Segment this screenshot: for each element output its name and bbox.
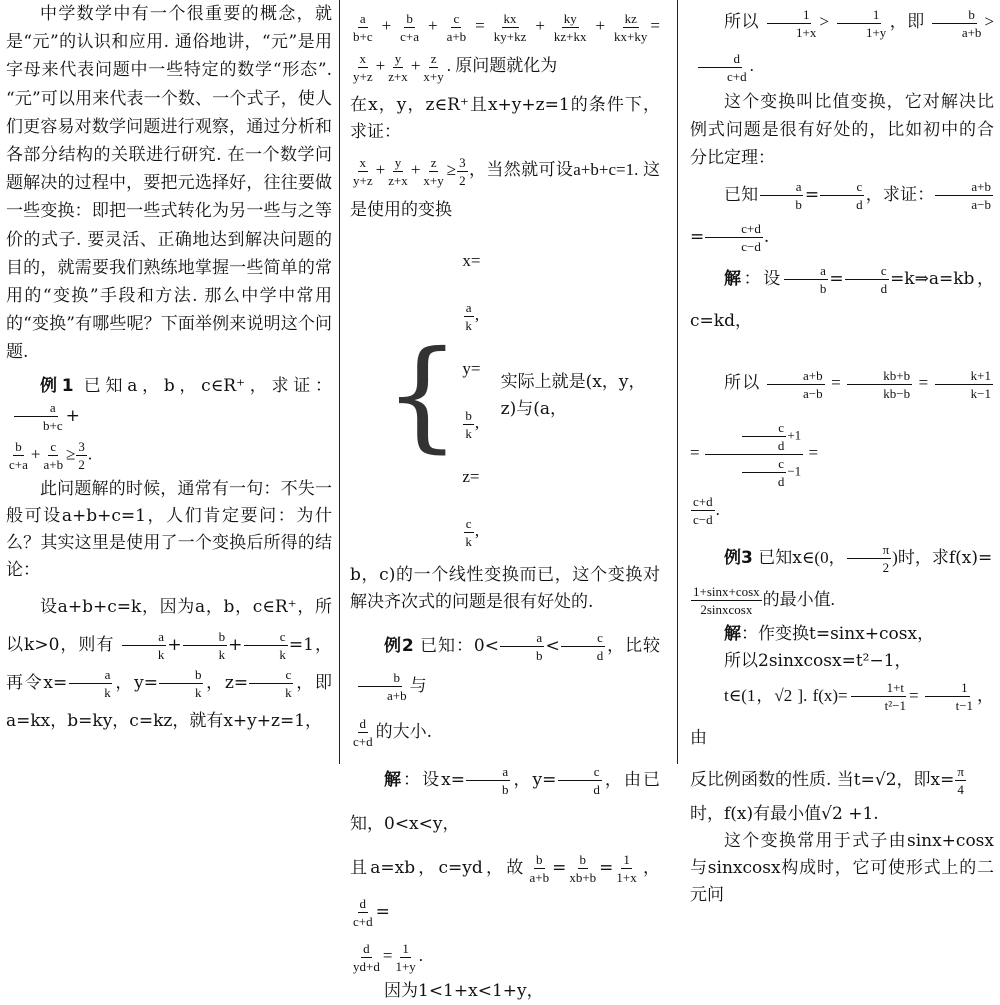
text: ，即 xyxy=(889,12,925,31)
transform-system xyxy=(384,234,660,558)
text: 已知 xyxy=(724,185,759,205)
fraction: $\frac{a}{b+c}$ xyxy=(7,400,65,433)
geq-sign: ≥ xyxy=(66,444,76,464)
ratio-result: $\frac{c+d}{c-d}$ . xyxy=(693,494,720,528)
fraction: $\frac{a}{k}$ xyxy=(465,299,472,333)
fraction: $\frac{b}{k}$ xyxy=(183,629,228,662)
explanation-paragraph: 此问题解的时候，通常有一句：不失一般可设a+b+c=1，人们肯定要问：为什么？其实这里是使用了一个变换后所得的结论： xyxy=(6,478,332,580)
text: ，由 xyxy=(690,685,995,747)
fraction: $\frac{\pi}{4}$ xyxy=(957,763,964,797)
column-3 xyxy=(690,0,995,905)
fraction: $\frac{1}{1+x}$ xyxy=(616,852,637,885)
example-2-tail xyxy=(350,710,660,754)
solution-label: 解 xyxy=(724,269,744,289)
text: ，当然就可设a+b+c=1. 这是使用的变换 xyxy=(350,160,660,219)
text: 的大小. xyxy=(375,722,433,742)
system-side-text: 实际上就是(x，y，z)与(a， xyxy=(500,372,646,419)
text: 反比例函数的性质. 当t=√2，即x= xyxy=(690,769,955,790)
fraction: $\frac{c+d}{c-d}$ xyxy=(693,494,713,528)
fraction: $\frac{1}{1+y}$ xyxy=(395,940,416,974)
conclusion-line: 所以 $\frac{1}{1+x}$ > $\frac{1}{1+y}$ ，即 $\frac{b}{a+b}$ > $\frac{d}{c+d}$ . xyxy=(690,0,994,88)
example-1-text: 已知a，b，c∈R⁺，求证： xyxy=(83,375,332,396)
fraction: $\frac{x}{y+z}$ xyxy=(353,50,373,84)
fraction: $\frac{b}{xb+b}$ xyxy=(569,852,597,885)
fraction: $\frac{b}{a+b}$ xyxy=(351,670,409,703)
fraction: $\frac{b}{a+b}$ xyxy=(926,7,984,40)
fraction: $\frac{3}{2}$ xyxy=(459,154,466,188)
example-2-label: 例2 xyxy=(384,636,414,656)
fraction: $\frac{c}{k}$ xyxy=(243,629,288,662)
substitution-line: $\frac{a}{b+c}$ + $\frac{b}{c+a}$ + $\frac{c}{a+b}$ = $\frac{kx}{ky+kz}$ + $\frac{ky}{kz+kx}$ + $\frac{kz}{kx+ky}$ = $\frac{x}{y+z}$ + $\frac{y}{z+x}$ + $\frac{z}{x+y}$ . 原问题就化为 xyxy=(353,10,660,84)
ratio-transform-paragraph: 这个变换叫比值变换，它对解决比例式问题是很有好处的，比如初中的合分比定理： xyxy=(690,92,994,168)
fraction: $\frac{a+b}{a-b}$ xyxy=(935,179,993,212)
text: 原问题就化为 xyxy=(455,56,558,75)
solution-3-line1 xyxy=(690,621,994,648)
fraction: $\frac{c}{k}$ xyxy=(465,515,472,549)
example-2: 例2 已知：0< $\frac{a}{b}$ < $\frac{c}{d}$ ，比较 $\frac{b}{a+b}$ 与 xyxy=(350,626,660,706)
derivation-text: 设a+b+c=k，因为a，b，c∈R⁺，所以k>0，则有 xyxy=(6,596,332,655)
compound-fraction: $\frac{c}{d}$ +1 $\frac{c}{d}$ −1 xyxy=(705,420,803,489)
fraction: $\frac{ky}{kz+kx}$ xyxy=(553,10,587,44)
fraction: $\frac{b}{c+a}$ xyxy=(400,10,420,44)
condition-line: 在x，y，z∈R⁺且x+y+z=1的条件下，求证： xyxy=(350,95,660,142)
fraction: $\frac{c+d}{c-d}$ xyxy=(705,221,763,254)
fraction: $\frac{c}{d}$ xyxy=(561,630,606,663)
fraction: $\frac{c}{d}$ xyxy=(820,179,865,212)
fraction: $\frac{kz}{kx+ky}$ xyxy=(614,10,648,44)
column-1 xyxy=(6,0,332,764)
text: 且a=xb，c=yd，故 xyxy=(350,858,527,878)
fraction: $\frac{y}{z+x}$ xyxy=(388,154,408,188)
text: ：作变换t=sinx+cosx， xyxy=(741,623,935,644)
fraction: $\frac{c}{k}$ xyxy=(249,667,294,700)
theorem-line: 已知 $\frac{a}{b}$ = $\frac{c}{d}$ ，求证： $\frac{a+b}{a-b}$ = $\frac{c+d}{c-d}$ . xyxy=(690,179,992,254)
derivation-text: ，再令x= xyxy=(6,634,333,693)
derivation-text: ，z= xyxy=(204,672,249,693)
text: ，由已知，0<x<y， xyxy=(350,770,661,834)
solution-3-line2: 所以2sinxcosx=t²−1， xyxy=(724,650,912,671)
solution-label: 解 xyxy=(384,770,404,790)
fraction: $\frac{kx}{ky+kz}$ xyxy=(493,10,527,44)
fraction: $\frac{z}{x+y}$ xyxy=(423,50,444,84)
solution-2-last: 因为1<1+x<1+y， xyxy=(384,981,544,1001)
example-3: 例3 已知x∈(0， $\frac{\pi}{2}$ )时，求f(x)= xyxy=(724,542,993,576)
fraction: $\frac{k+1}{k-1}$ xyxy=(935,368,993,401)
fraction: $\frac{a}{b}$ xyxy=(784,263,829,296)
closing-paragraph: 这个变换常用于式子由sinx+cosx与sinxcosx构成时，它可使形式上的二元问 xyxy=(690,830,994,905)
text: t∈(1，√2 ]. f(x)= xyxy=(724,685,848,705)
fraction: $\frac{a}{k}$ xyxy=(68,667,113,700)
column-2 xyxy=(350,0,661,1001)
text: ，比较 xyxy=(606,636,661,656)
derivation-text: ，y= xyxy=(113,672,158,693)
system-equations: x= $\frac{a}{k}$ , y= $\frac{b}{k}$ , z= $\frac{c}{k}$ , xyxy=(462,251,481,549)
text: 已知x∈ xyxy=(758,547,815,568)
solution-2 xyxy=(350,758,660,846)
derivation-text: ，即a=kx，b=ky，c=kz，就有x+y+z=1， xyxy=(6,672,332,731)
text: ：设x= xyxy=(403,770,465,790)
fraction: $\frac{a+b}{a-b}$ xyxy=(767,368,825,401)
fraction: $\frac{c}{a+b}$ xyxy=(446,10,467,44)
fraction: $\frac{a}{b+c}$ xyxy=(353,10,373,44)
solution-3-line5: 时，f(x)有最小值√2 +1. xyxy=(690,803,879,824)
fraction: $\frac{b}{a+b}$ xyxy=(529,852,550,885)
column-divider xyxy=(339,0,340,764)
fraction: $\frac{kb+b}{kb-b}$ xyxy=(847,368,912,401)
fraction: $\frac{d}{c+d}$ xyxy=(353,896,373,929)
fraction: $\frac{a}{b}$ xyxy=(466,764,511,797)
text: =k⇒a=kb，c=kd， xyxy=(690,269,995,331)
fraction: $\frac{b}{c+a}$ xyxy=(9,438,28,472)
text: 与 xyxy=(409,676,427,696)
inequality-line: $\frac{x}{y+z}$ + $\frac{y}{z+x}$ + $\frac{z}{x+y}$ ≥ $\frac{3}{2}$ ，当然就可设a+b+c=1. 这是使用的变换 xyxy=(350,154,660,219)
solution-2-cont: 且a=xb，c=yd，故 $\frac{b}{a+b}$ = $\frac{b}{xb+b}$ = $\frac{1}{1+x}$ ， $\frac{d}{c+d}$ = xyxy=(350,852,660,929)
fraction: $\frac{d}{c+d}$ xyxy=(691,51,749,84)
ratio-chain: 所以 $\frac{a+b}{a-b}$ = $\frac{kb+b}{kb-b}$ = $\frac{k+1}{k-1}$ = $\frac{c}{d}$ +1 $\frac{c}{d}$ −1 = xyxy=(690,367,992,489)
fraction: $\frac{\pi}{2}$ xyxy=(847,542,892,575)
column-divider xyxy=(677,0,678,764)
fraction: $\frac{c}{a+b}$ xyxy=(43,438,64,472)
fraction: $\frac{1}{1+x}$ xyxy=(760,7,818,40)
text: 的最小值. xyxy=(762,589,835,609)
fraction: $\frac{c}{d}$ xyxy=(557,764,602,797)
example-1: 例1 已知a，b，c∈R⁺，求证： $\frac{a}{b+c}$ + xyxy=(6,373,332,433)
fraction: $\frac{x}{y+z}$ xyxy=(353,154,373,188)
solution-2-eq: $\frac{d}{yd+d}$ = $\frac{1}{1+y}$ . xyxy=(353,940,424,974)
fraction: $\frac{y}{z+x}$ xyxy=(388,50,408,84)
solution-3-line4 xyxy=(690,759,994,801)
fraction: $\frac{z}{x+y}$ xyxy=(423,154,444,188)
fraction: $\frac{1}{1+y}$ xyxy=(830,7,888,40)
text: ，y= xyxy=(511,770,557,790)
fraction: $\frac{d}{yd+d}$ xyxy=(353,940,380,974)
fraction: $\frac{a}{k}$ xyxy=(122,629,167,662)
solution-label: 解 xyxy=(724,623,741,644)
example-1-label: 例1 xyxy=(40,375,74,396)
linear-transform-text: b，c)的一个线性变换而已，这个变换对解决齐次式的问题是很有好处的. xyxy=(350,565,660,612)
fraction: $\frac{3}{2}$ xyxy=(78,438,85,472)
example-1-formula: $\frac{b}{c+a}$ + $\frac{c}{a+b}$ ≥ $\frac{3}{2}$ . xyxy=(9,438,93,472)
solution-3-line3: t∈(1，√2 ]. f(x)= $\frac{1+t}{\text{t²−1}}$ = $\frac{1}{t-1}$ ，由 xyxy=(690,680,995,747)
fraction: $\frac{c}{d}$ xyxy=(845,263,890,296)
fraction: $\frac{b}{k}$ xyxy=(159,667,204,700)
brace-icon: { xyxy=(384,326,461,465)
text: ，求证： xyxy=(865,185,935,205)
fraction: $\frac{a}{b}$ xyxy=(759,179,804,212)
text: 所以 xyxy=(724,373,761,392)
fraction: $\frac{a}{b}$ xyxy=(500,630,545,663)
derivation-paragraph: 设a+b+c=k，因为a，b，c∈R⁺，所以k>0，则有 $\frac{a}{k}$ + $\frac{b}{k}$ + $\frac{c}{k}$ =1，再令x= $\frac{a}{k}$ ，y= $\frac{b}{k}$ ，z= $\frac{c}{k}$ ，即a=kx，b=ky，c=kz，就有x+y+z=1， xyxy=(6,596,333,731)
intro-paragraph: 中学数学中有一个很重要的概念，就是“元”的认识和应用. 通俗地讲，“元”是用字母来代表问题中一些特定的数学“形态”. “元”可以用来代表一个数、一个式子，使人们更容易对数学问题进行观察，通过分析和各部分结构的关联进行研究. 在一个数学问题解决的过程中，要把元选择好，往往要做一些变换：即把一些式转化为另一些与之等价的式子. 要灵活、正确地达到解决问题的目的，就需要我们熟练地掌握一些简单的常用的“变换”手段和方法. 那么中学中常用的“变换”有哪些呢？下面举例来说明这个问题. xyxy=(6,4,332,363)
fraction: $\frac{1}{t-1}$ xyxy=(920,680,975,713)
fraction: $\frac{1+t}{\text{t²−1}}$ xyxy=(849,680,908,713)
text: 时，求f(x)= xyxy=(897,547,993,568)
text: ：设 xyxy=(743,269,783,289)
fraction: $\frac{b}{k}$ xyxy=(465,407,472,441)
example-3-func xyxy=(690,579,994,621)
fraction: $\frac{d}{c+d}$ xyxy=(353,716,373,749)
example-3-label: 例3 xyxy=(724,547,753,568)
fraction: $\frac{1+\sin x+\cos x}{\text{2sinxcosx}}$ xyxy=(693,584,760,618)
solution-3a: 解：设 $\frac{a}{b}$ = $\frac{c}{d}$ =k⇒a=kb，c=kd， xyxy=(690,263,995,331)
text: 已知：0< xyxy=(420,636,499,656)
text: 所以 xyxy=(724,12,760,31)
